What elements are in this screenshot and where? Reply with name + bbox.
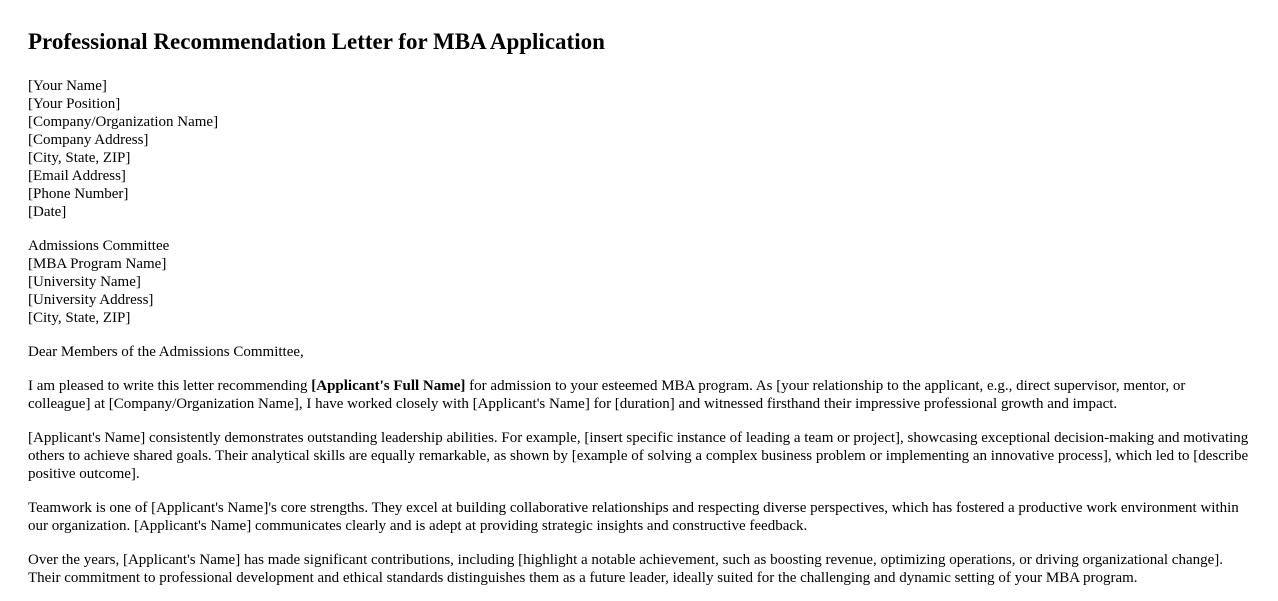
sender-organization: [Company/Organization Name] — [28, 114, 219, 130]
recipient-university-address: [University Address] — [28, 292, 154, 308]
sender-position: [Your Position] — [28, 96, 121, 112]
sender-phone: [Phone Number] — [28, 186, 129, 202]
body-paragraph-3: Teamwork is one of [Applicant's Name]'s core strengths. They excel at building collaborative relationships and respecting diverse perspectives, which has fostered a productive work environment within our organization. [Applicant's Name] communicates clearly and is adept at providing strategic insights and constructive feedback. — [28, 500, 1239, 534]
paragraph-1-intro: I am pleased to write this letter recommending — [28, 378, 312, 394]
body-paragraph-4: Over the years, [Applicant's Name] has made significant contributions, including [highlight a notable achievement, such as boosting revenue, optimizing operations, or driving organizational change]. Their commitment to professional development and ethical standards distinguishes them as a future leader, ideally suited for the challenging and dynamic setting of your MBA program. — [28, 552, 1224, 586]
recipient-program: [MBA Program Name] — [28, 256, 167, 272]
body-paragraph-2: [Applicant's Name] consistently demonstrates outstanding leadership abilities. For example, [insert specific instance of leading a team or project], showcasing exceptional decision-making and motivating others to achieve shared goals. Their analytical skills are equally remarkable, as shown by [example of solving a complex business problem or implementing an innovative process], which led to [describe positive outcome]. — [28, 430, 1249, 482]
letter-date: [Date] — [28, 204, 67, 220]
recipient-address-block — [28, 237, 1250, 327]
sender-name: [Your Name] — [28, 78, 107, 94]
sender-company-address: [Company Address] — [28, 132, 149, 148]
recipient-city-state-zip: [City, State, ZIP] — [28, 310, 131, 326]
recipient-university: [University Name] — [28, 274, 141, 290]
sender-city-state-zip: [City, State, ZIP] — [28, 150, 131, 166]
paragraph-1-rest: for admission to your esteemed MBA program. As [your relationship to the applicant, e.g., direct supervisor, mentor, or colleague] at [Company/Organization Name], I have worked closely with [Applicant's Name] for [duration] and witnessed firsthand their impressive professional growth and impact. — [28, 378, 1186, 412]
applicant-full-name: [Applicant's Full Name] — [311, 378, 466, 394]
sender-email: [Email Address] — [28, 168, 126, 184]
sender-address-block — [28, 77, 1250, 221]
salutation: Dear Members of the Admissions Committee, — [28, 344, 304, 360]
recipient-committee: Admissions Committee — [28, 238, 170, 254]
body-paragraph-1 — [28, 377, 1250, 413]
page-title: Professional Recommendation Letter for MBA Application — [28, 29, 605, 54]
